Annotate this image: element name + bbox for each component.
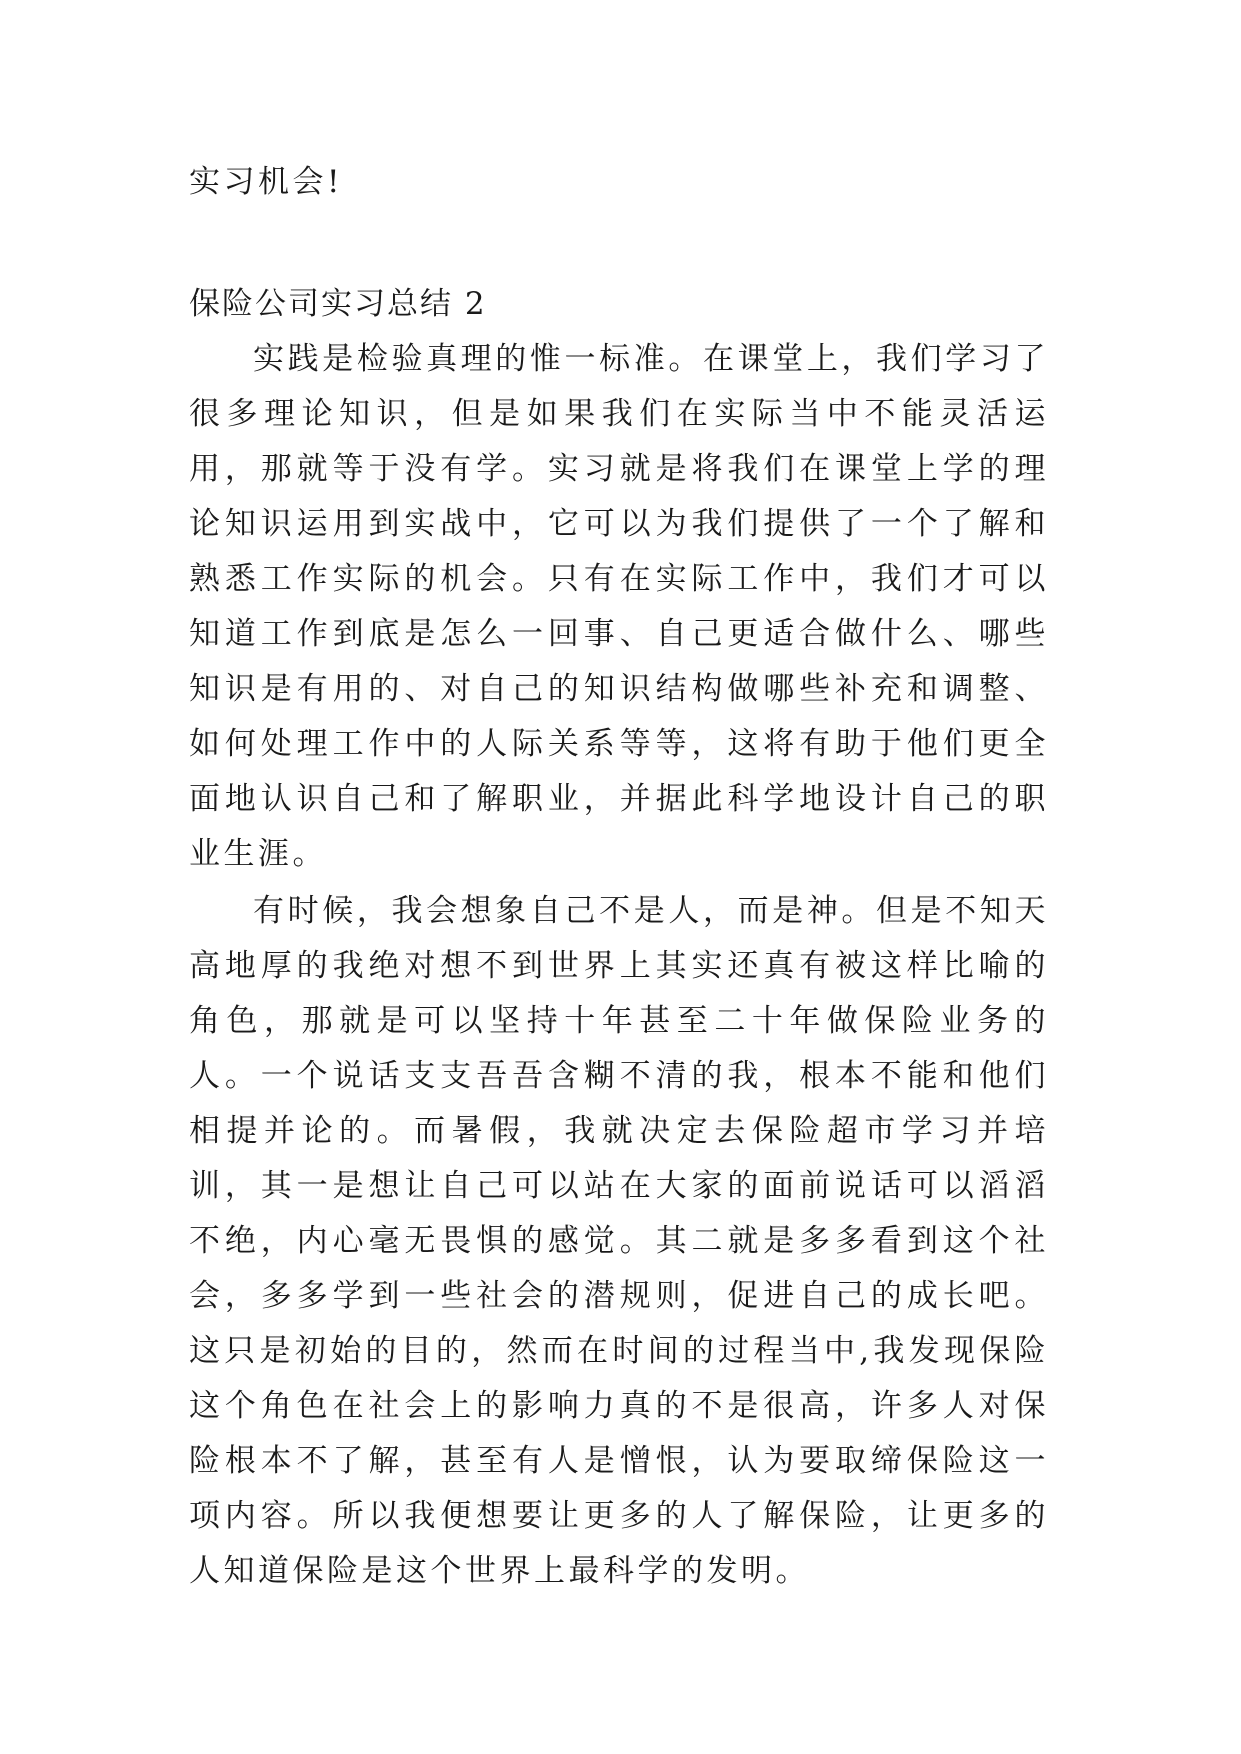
section-title: 保险公司实习总结 2 bbox=[189, 286, 487, 322]
paragraph-2: 有时候，我会想象自己不是人，而是神。但是不知天高地厚的我绝对想不到世界上其实还真有被这样比喻的角色，那就是可以坚持十年甚至二十年做保险业务的人。一个说话支支吾吾含糊不清的我，根本不能和他们相提并论的。而暑假，我就决定去保险超市学习并培训，其一是想让自己可以站在大家的面前说话可以滔滔不绝，内心毫无畏惧的感觉。其二就是多多看到这个社会，多多学到一些社会的潜规则，促进自己的成长吧。这只是初始的目的，然而在时间的过程当中,我发现保险这个角色在社会上的影响力真的不是很高，许多人对保险根本不了解，甚至有人是憎恨，认为要取缔保险这一项内容。所以我便想要让更多的人了解保险，让更多的人知道保险是这个世界上最科学的发明。 bbox=[189, 893, 1049, 1589]
continued-text: 实习机会! bbox=[189, 164, 343, 200]
document-body bbox=[189, 155, 1049, 1599]
paragraph-1: 实践是检验真理的惟一标准。在课堂上，我们学习了很多理论知识，但是如果我们在实际当中不能灵活运用，那就等于没有学。实习就是将我们在课堂上学的理论知识运用到实战中，它可以为我们提供了一个了解和熟悉工作实际的机会。只有在实际工作中，我们才可以知道工作到底是怎么一回事、自己更适合做什么、哪些知识是有用的、对自己的知识结构做哪些补充和调整、如何处理工作中的人际关系等等，这将有助于他们更全面地认识自己和了解职业，并据此科学地设计自己的职业生涯。 bbox=[189, 341, 1049, 872]
